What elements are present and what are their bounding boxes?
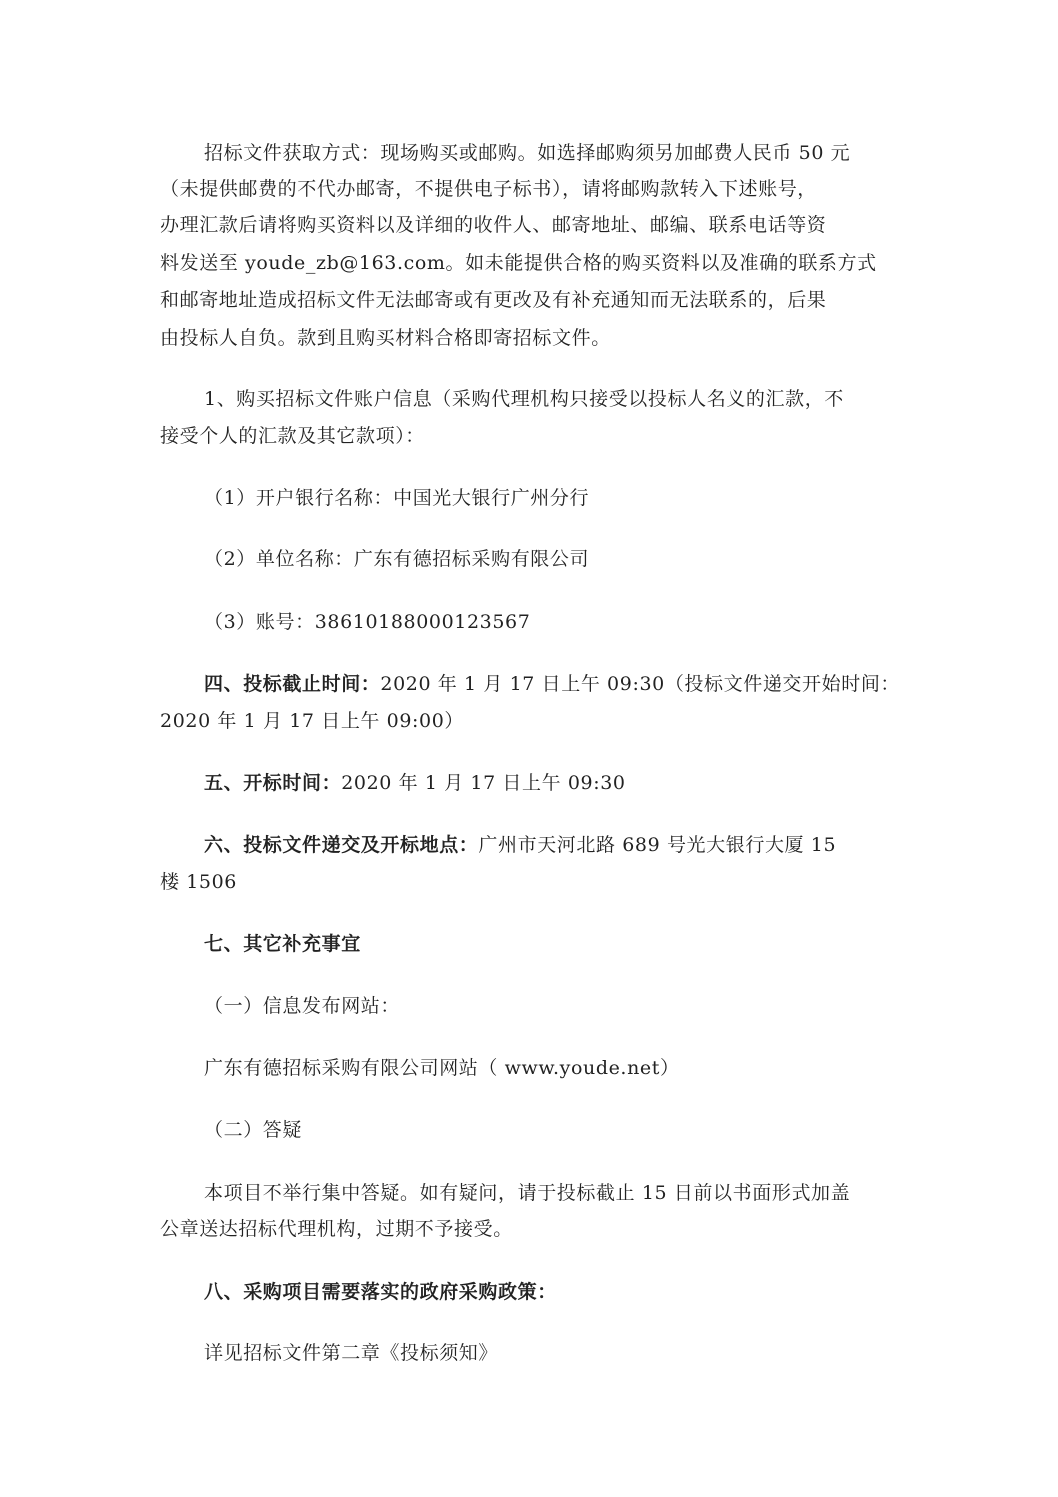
opening-text: 2020 年 1 月 17 日上午 09:30: [341, 772, 626, 794]
policy-heading: 八、采购项目需要落实的政府采购政策：: [204, 1281, 557, 1303]
unit-name: （2）单位名称：广东有德招标采购有限公司: [204, 548, 590, 570]
location-heading: 六、投标文件递交及开标地点：: [204, 834, 479, 856]
location-text-2: 楼 1506: [160, 871, 237, 893]
intro-line-2: （未提供邮费的不代办邮寄，不提供电子标书），请将邮购款转入下述账号，: [160, 178, 817, 200]
opening-line: [204, 770, 626, 796]
qa-line-1: 本项目不举行集中答疑。如有疑问，请于投标截止 15 日前以书面形式加盖: [204, 1182, 851, 1204]
intro-line-5: 和邮寄地址造成招标文件无法邮寄或有更改及有补充通知而无法联系的，后果: [160, 289, 827, 311]
website-text: 广东有德招标采购有限公司网站（ www.youde.net）: [204, 1057, 680, 1079]
intro-line-3: 办理汇款后请将购买资料以及详细的收件人、邮寄地址、邮编、联系电话等资: [160, 214, 827, 236]
qa-label: （二）答疑: [204, 1119, 303, 1141]
deadline-text-2: 2020 年 1 月 17 日上午 09:00）: [160, 710, 465, 732]
opening-heading: 五、开标时间：: [204, 772, 342, 794]
bank-name: （1）开户银行名称：中国光大银行广州分行: [204, 487, 590, 509]
website-label: （一）信息发布网站：: [204, 995, 401, 1017]
intro-line-6: 由投标人自负。款到且购买材料合格即寄招标文件。: [160, 327, 611, 349]
location-line: [204, 832, 836, 858]
account-info-line-2: 接受个人的汇款及其它款项）：: [160, 425, 425, 447]
account-number: （3）账号：38610188000123567: [204, 611, 531, 633]
account-info-line-1: 1、购买招标文件账户信息（采购代理机构只接受以投标人名义的汇款，不: [204, 388, 844, 410]
deadline-text: 2020 年 1 月 17 日上午 09:30（投标文件递交开始时间：: [380, 673, 901, 695]
qa-line-2: 公章送达招标代理机构，过期不予接受。: [160, 1218, 513, 1240]
intro-line-1: 招标文件获取方式：现场购买或邮购。如选择邮购须另加邮费人民币 50 元: [204, 142, 851, 164]
deadline-heading: 四、投标截止时间：: [204, 673, 381, 695]
policy-text: 详见招标文件第二章《投标须知》: [204, 1342, 499, 1364]
intro-line-4: 料发送至 youde_zb@163.com。如未能提供合格的购买资料以及准确的联系方式: [160, 252, 877, 274]
other-heading: 七、其它补充事宜: [204, 933, 361, 955]
location-text: 广州市天河北路 689 号光大银行大厦 15: [478, 834, 837, 856]
deadline-line: [204, 671, 900, 697]
